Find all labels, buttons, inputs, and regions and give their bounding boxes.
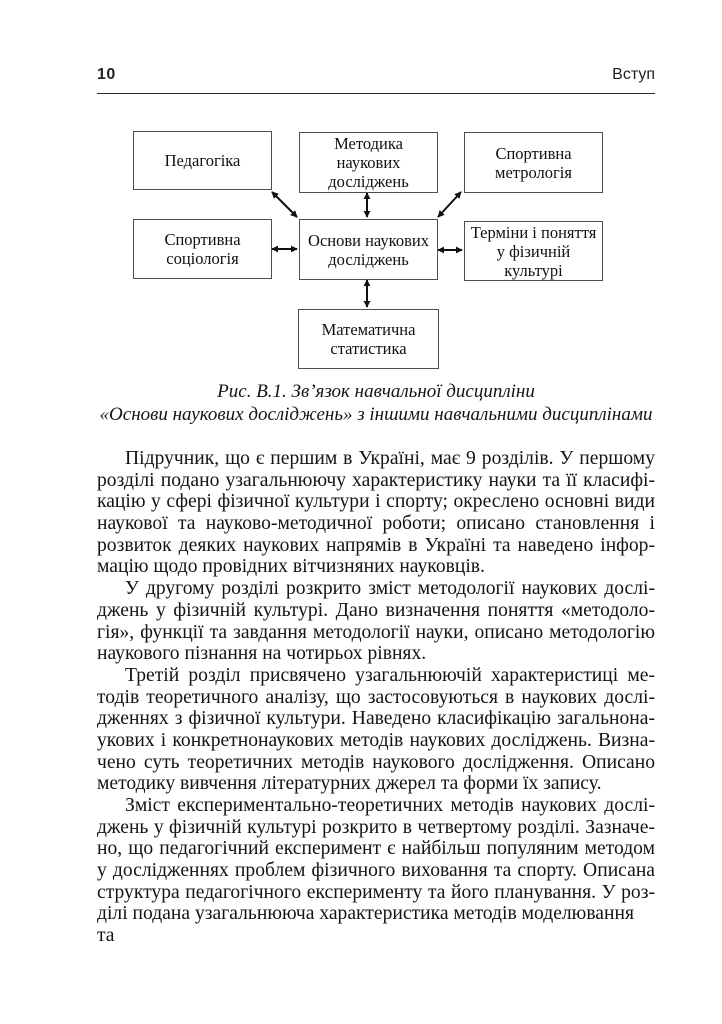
diagram-box-sportyvna-metrologia [464,132,603,193]
text-line: Підручник, що є першим в Україні, має 9 розділів. У першому [125,448,655,469]
diagram-box-label-line: досліджень [328,249,409,269]
diagram-box-label-line: Основи наукових [308,230,429,250]
page-number: 10 [97,66,116,83]
figure-caption-line2: «Основи наукових досліджень» з іншими навчальними дисциплінами [99,403,653,425]
figure-caption-line1: Рис. В.1. Зв’язок навчальної дисципліни [217,381,535,402]
paragraph [97,448,655,578]
diagram-box-label-line: статистика [330,339,407,358]
diagram-box-label-line: культурі [504,260,563,280]
text-line: джень у фізичній культурі. Дано визначення поняття «методоло- [97,599,655,621]
chapter-title: Вступ [612,66,655,83]
running-header [97,66,655,88]
diagram-box-metodyka-naukovykh-doslidzhen [299,132,438,193]
diagram-box-label-line: Методика [334,134,403,153]
diagram-box-label-line: Педагогіка [164,151,241,170]
text-line: кацію у сфері фізичної культури і спорту; окреслено основні види [97,491,655,513]
diagram-box-label-line: досліджень [328,172,409,191]
text-line: гія», функції та завдання методології науки, описано методологію [97,621,655,643]
text-line: розділі подано узагальнюючу характеристику науки та її класифі- [97,469,655,491]
diagram-box-sportyvna-sociologia [133,219,272,279]
header-rule [97,93,655,94]
diagram-box-osnovy-naukovykh-doslidzhen [299,219,438,280]
paragraph [97,578,655,665]
diagram-box-label-line: соціологія [166,249,239,268]
double-arrow-metrologia-osnovy [438,192,461,217]
double-arrow-pedagogika-osnovy [272,192,297,217]
text-line: методику вивчення літературних джерел та форми їх запису. [97,773,602,795]
diagram-box-label-line: наукових [336,153,401,172]
text-line: У другому розділі розкрито зміст методології наукових дослі- [125,578,655,600]
text-line: Зміст експериментально-теоретичних методів наукових дослі- [125,795,655,816]
text-line: тодів теоретичного аналізу, що застосовуються в наукових дослі- [97,686,655,708]
diagram-box-label-line: метрологія [495,162,572,182]
figure-diagram [133,131,602,367]
text-line: структура педагогічного експерименту та його планування. У роз- [97,881,655,903]
text-line: джень у фізичній культурі розкрито в четвертому розділі. Зазначе- [97,816,655,838]
paragraph [97,795,655,947]
text-line: ділі подана узагальнююча характеристика методів моделювання та [97,903,634,947]
body-text [97,448,655,947]
diagram-box-label-line: Терміни і поняття [470,222,597,242]
diagram-box-pedagogika [133,131,272,190]
diagram-box-matematychna-statystyka [298,309,439,369]
diagram-box-label-line: Спортивна [164,230,241,249]
text-line: дженнях з фізичної культури. Наведено класифікацію загальнона- [97,708,655,730]
diagram-box-terminy-i-poniattia [464,221,603,281]
text-line: Третій розділ присвячено узагальнюючій характеристиці ме- [125,664,655,686]
text-line: наукового пізнання на чотирьох рівнях. [97,643,427,665]
paragraph [97,665,655,795]
text-line: у дослідженнях проблем фізичного виховання та спорту. Описана [97,860,655,882]
figure-caption [62,381,690,426]
text-line: розвиток деяких наукових напрямів в Україні та наведено інфор- [97,534,655,556]
text-line: мацію щодо провідних вітчизняних науковців. [97,556,485,578]
text-line: но, що педагогічний експеримент є найбільш популяним методом [97,838,655,860]
text-line: чено суть теоретичних методів наукового дослідження. Описано [97,751,655,773]
text-line: наукової та науково-методичної роботи; описано становлення і [97,513,655,535]
diagram-box-label-line: у фізичній [496,241,571,261]
text-line: укових і конкретнонаукових методів наукових досліджень. Визна- [97,729,655,751]
diagram-box-label-line: Математична [321,320,416,339]
diagram-box-label-line: Спортивна [495,143,572,163]
